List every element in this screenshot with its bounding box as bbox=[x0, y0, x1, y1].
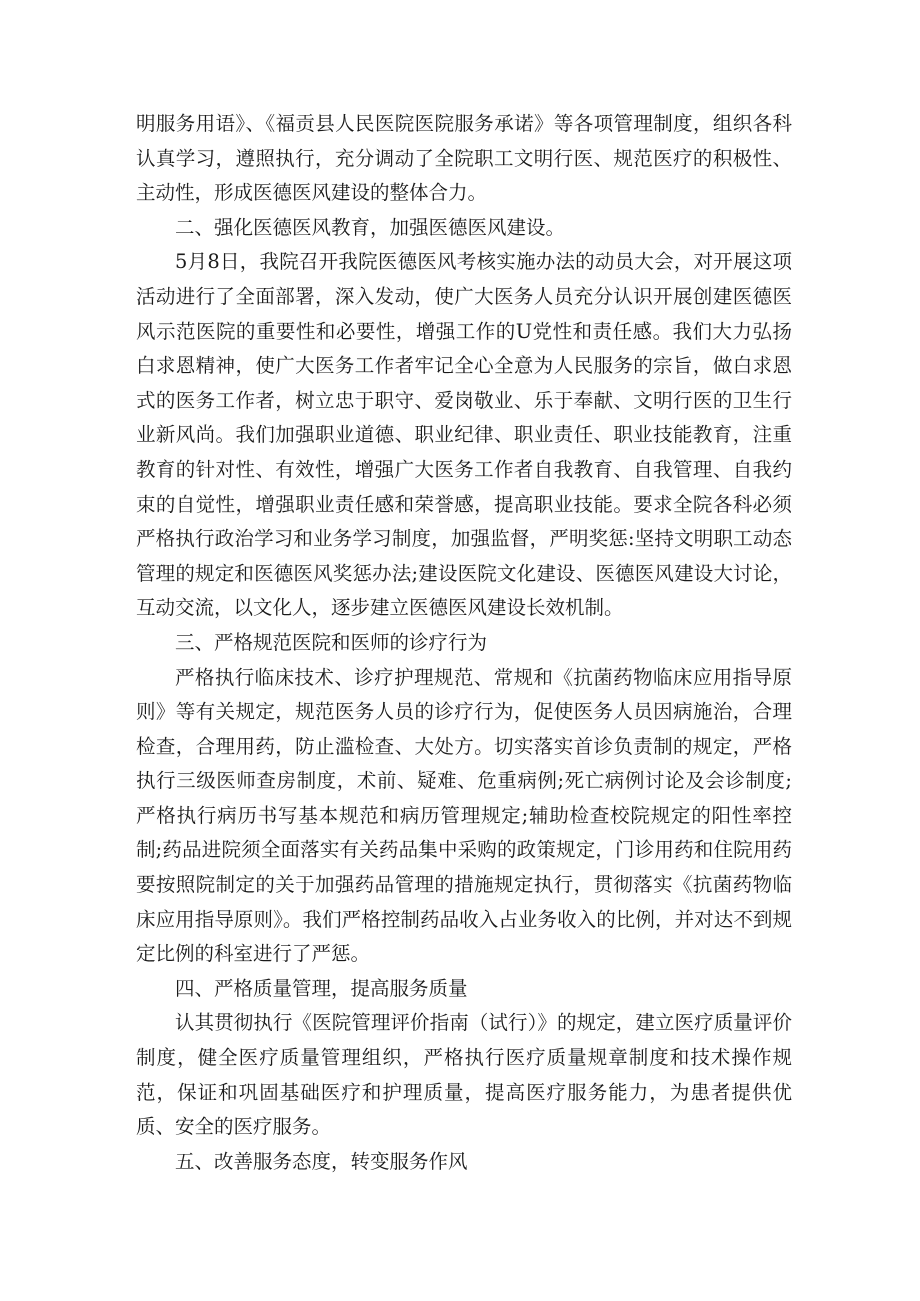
paragraph-continuation: 明服务用语》、《福贡县人民医院医院服务承诺》等各项管理制度，组织各科认真学习，遵照执行，充分调动了全院职工文明行医、规范医疗的积极性、主动性，形成医德医风建设的整体合力。 bbox=[136, 112, 792, 205]
document-body bbox=[136, 107, 792, 1179]
section-heading-5: 五、改善服务态度，转变服务作风 bbox=[175, 1149, 468, 1173]
paragraph-section-2: 5月8日，我院召开我院医德医风考核实施办法的动员大会，对开展这项活动进行了全面部署，深入发动，使广大医务人员充分认识开展创建医德医风示范医院的重要性和必要性，增强工作的U党性和责任感。我们大力弘扬白求恩精神，使广大医务工作者牢记全心全意为人民服务的宗旨，做白求恩式的医务工作者，树立忠于职守、爱岗敬业、乐于奉献、文明行医的卫生行业新风尚。我们加强职业道德、职业纪律、职业责任、职业技能教育，注重教育的针对性、有效性，增强广大医务工作者自我教育、自我管理、自我约束的自觉性，增强职业责任感和荣誉感，提高职业技能。要求全院各科必须严格执行政治学习和业务学习制度，加强监督，严明奖惩:坚持文明职工动态管理的规定和医德医风奖惩办法;建设医院文化建设、医德医风建设大讨论，互动交流，以文化人，逐步建立医德医风建设长效机制。 bbox=[136, 250, 792, 620]
section-heading-3: 三、严格规范医院和医师的诊疗行为 bbox=[175, 630, 488, 654]
paragraph-section-3: 严格执行临床技术、诊疗护理规范、常规和《抗菌药物临床应用指导原则》等有关规定，规范医务人员的诊疗行为，促使医务人员因病施治，合理检查，合理用药，防止滥检查、大处方。切实落实首诊负责制的规定，严格执行三级医师查房制度，术前、疑难、危重病例;死亡病例讨论及会诊制度;严格执行病历书写基本规范和病历管理规定;辅助检查校院规定的阳性率控制;药品进院须全面落实有关药品集中采购的政策规定，门诊用药和住院用药要按照院制定的关于加强药品管理的措施规定执行，贯彻落实《抗菌药物临床应用指导原则》。我们严格控制药品收入占业务收入的比例，并对达不到规定比例的科室进行了严惩。 bbox=[136, 665, 792, 966]
section-heading-2: 二、强化医德医风教育，加强医德医风建设。 bbox=[175, 215, 566, 239]
section-heading-4: 四、严格质量管理，提高服务质量 bbox=[175, 976, 468, 1000]
paragraph-section-4: 认其贯彻执行《医院管理评价指南（试行）》的规定，建立医疗质量评价制度，健全医疗质量管理组织，严格执行医疗质量规章制度和技术操作规范，保证和巩固基础医疗和护理质量，提高医疗服务能力，为患者提供优质、安全的医疗服务。 bbox=[136, 1011, 792, 1139]
